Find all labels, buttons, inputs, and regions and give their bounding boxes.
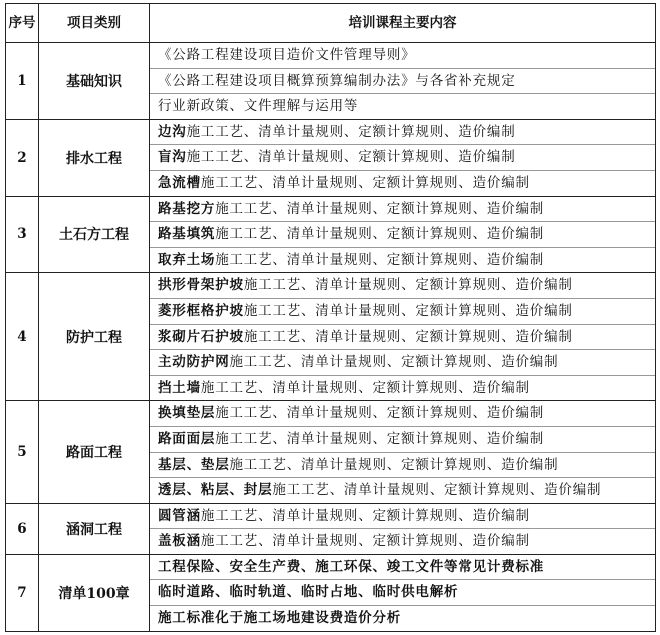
- content-line: [150, 401, 655, 426]
- content-line-item: 透层、粘层、封层: [158, 482, 273, 499]
- content-line-item: 施工标准化于施工场地建设费造价分析: [158, 610, 402, 627]
- content-line-item: 基层、垫层: [158, 456, 230, 473]
- content-line-item: 圆管涵: [158, 507, 201, 524]
- training-course-table: [5, 3, 656, 632]
- content-line: [150, 452, 655, 478]
- row-category: 排水工程: [39, 119, 150, 196]
- row-content: [150, 503, 656, 554]
- row-number: 4: [6, 273, 39, 401]
- row-number: 2: [6, 119, 39, 196]
- content-line-item: 浆砌片石护坡: [158, 328, 244, 345]
- content-line-text: 施工工艺、清单计量规则、定额计算规则、造价编制: [215, 430, 545, 447]
- table-row: [6, 273, 656, 401]
- content-line-item: 工程保险、安全生产费、施工环保、竣工文件等常见计费标准: [158, 558, 545, 575]
- content-line-text: 施工工艺、清单计量规则、定额计算规则、造价编制: [186, 123, 516, 140]
- content-line: [150, 349, 655, 375]
- content-line: [150, 528, 655, 554]
- content-line-text: 施工工艺、清单计量规则、定额计算规则、造价编制: [243, 328, 573, 345]
- row-category: 涵洞工程: [39, 503, 150, 554]
- content-line: [150, 504, 655, 529]
- content-line: [150, 579, 655, 605]
- content-line-text: 施工工艺、清单计量规则、定额计算规则、造价编制: [200, 507, 530, 524]
- row-category: 清单100章: [39, 554, 150, 631]
- row-content: [150, 196, 656, 273]
- row-category: 土石方工程: [39, 196, 150, 273]
- content-line-text: 施工工艺、清单计量规则、定额计算规则、造价编制: [186, 149, 516, 166]
- row-number: 7: [6, 554, 39, 631]
- table-row: [6, 43, 656, 120]
- content-line-text: 行业新政策、文件理解与运用等: [158, 98, 359, 115]
- content-line: [150, 68, 655, 94]
- content-line: [150, 221, 655, 247]
- table-row: [6, 119, 656, 196]
- content-line: [150, 426, 655, 452]
- content-line-item: 拱形骨架护坡: [158, 277, 244, 294]
- row-number: 3: [6, 196, 39, 273]
- content-line-item: 盲沟: [158, 149, 187, 166]
- content-line-item: 边沟: [158, 123, 187, 140]
- content-line: [150, 170, 655, 196]
- row-content: [150, 43, 656, 120]
- row-content: [150, 401, 656, 503]
- content-line-text: 施工工艺、清单计量规则、定额计算规则、造价编制: [243, 277, 573, 294]
- content-line-item: 盖板涵: [158, 533, 201, 550]
- content-line-text: 施工工艺、清单计量规则、定额计算规则、造价编制: [200, 379, 530, 396]
- content-line-text: 施工工艺、清单计量规则、定额计算规则、造价编制: [229, 456, 559, 473]
- content-line-item: 取弃土场: [158, 251, 216, 268]
- content-line: [150, 247, 655, 273]
- content-line-text: 施工工艺、清单计量规则、定额计算规则、造价编制: [200, 174, 530, 191]
- content-line-item: 路基填筑: [158, 226, 216, 243]
- content-line: [150, 120, 655, 145]
- content-line: [150, 93, 655, 119]
- header-seq: 序号: [6, 4, 39, 43]
- row-number: 6: [6, 503, 39, 554]
- content-line: [150, 375, 655, 401]
- content-line: [150, 144, 655, 170]
- header-content: 培训课程主要内容: [150, 4, 656, 43]
- content-line-item: 路基挖方: [158, 200, 216, 217]
- content-line: [150, 477, 655, 503]
- content-line: [150, 43, 655, 68]
- content-line: [150, 605, 655, 631]
- content-line-item: 路面面层: [158, 430, 216, 447]
- content-line-text: 施工工艺、清单计量规则、定额计算规则、造价编制: [229, 354, 559, 371]
- content-line: [150, 298, 655, 324]
- row-category: 防护工程: [39, 273, 150, 401]
- content-line-text: 施工工艺、清单计量规则、定额计算规则、造价编制: [200, 533, 530, 550]
- content-line-item: 挡土墙: [158, 379, 201, 396]
- header-category: 项目类别: [39, 4, 150, 43]
- content-line-text: 《公路工程建设项目造价文件管理导则》: [158, 47, 416, 63]
- content-line-item: 换填垫层: [158, 405, 216, 422]
- content-line-text: 施工工艺、清单计量规则、定额计算规则、造价编制: [272, 482, 602, 499]
- row-content: [150, 119, 656, 196]
- table-row: [6, 503, 656, 554]
- content-line: [150, 324, 655, 350]
- content-line-item: 菱形框格护坡: [158, 302, 244, 319]
- table-body: [6, 43, 656, 632]
- row-number: 5: [6, 401, 39, 503]
- row-content: [150, 273, 656, 401]
- content-line: [150, 555, 655, 580]
- row-category: 路面工程: [39, 401, 150, 503]
- content-line-text: 施工工艺、清单计量规则、定额计算规则、造价编制: [215, 251, 545, 268]
- content-line-text: 施工工艺、清单计量规则、定额计算规则、造价编制: [215, 226, 545, 243]
- content-line-text: 施工工艺、清单计量规则、定额计算规则、造价编制: [243, 302, 573, 319]
- content-line: [150, 273, 655, 298]
- content-line-item: 急流槽: [158, 174, 201, 191]
- row-content: [150, 554, 656, 631]
- row-number: 1: [6, 43, 39, 120]
- content-line-item: 临时道路、临时轨道、临时占地、临时供电解析: [158, 584, 459, 601]
- table-header-row: [6, 4, 656, 43]
- table-row: [6, 554, 656, 631]
- content-line-item: 主动防护网: [158, 354, 230, 371]
- table-row: [6, 401, 656, 503]
- content-line-text: 《公路工程建设项目概算预算编制办法》与各省补充规定: [158, 72, 516, 89]
- table-row: [6, 196, 656, 273]
- row-category: 基础知识: [39, 43, 150, 120]
- content-line-text: 施工工艺、清单计量规则、定额计算规则、造价编制: [215, 200, 545, 217]
- content-line: [150, 197, 655, 222]
- content-line-text: 施工工艺、清单计量规则、定额计算规则、造价编制: [215, 405, 545, 422]
